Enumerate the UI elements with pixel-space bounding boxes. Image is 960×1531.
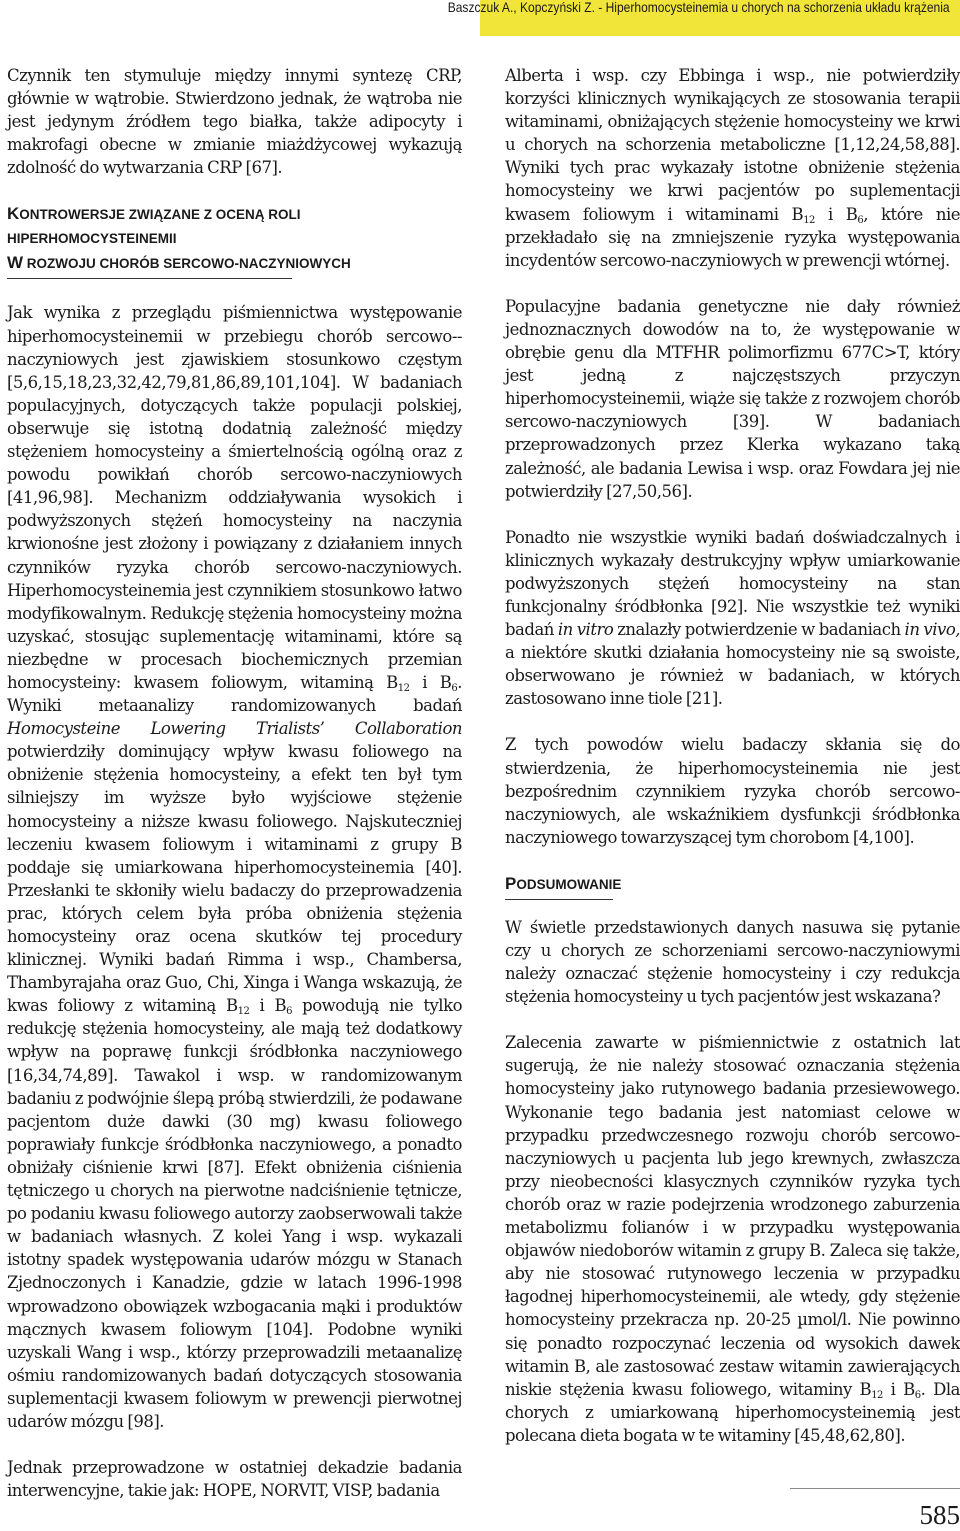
text-run: Jednak przeprowadzone w ostatniej dekadzie badania interwencyjne, takie jak: HOPE, NORVIT, VISP, badania <box>7 1458 462 1500</box>
heading-initial-letter: P <box>505 874 516 893</box>
right-column <box>505 64 960 1447</box>
summary-heading-text: PODSUMOWANIE <box>505 877 621 892</box>
text-run: powodują nie tylko redukcję stężenia homocysteiny, ale mają też dodatkowy wpływ na poprawę funkcji śródbłonka naczyniowego [16,34,74,89]. Tawakol i wsp. w randomizowanym badaniu z podwójnie ślepą próbą stwierdzili, że podawane pacjentom duże dawki (30 mg) kwasu foliowego poprawiały funkcje śródbłonka naczyniowego, a ponadto obniżały ciśnienie krwi [87]. Efekt obniżenia ciśnienia tętniczego u chorych na pierwotne nadciśnienie tętnicze, po podaniu kwasu foliowego autorzy zaobserwowali także w badaniach własnych. Z kolei Yang i wsp. wykazali istotny spadek występowania udarów mózgu w Stanach Zjednoczonych i Kanadzie, gdzie w latach 1996-1998 wprowadzono obowiązek wzbogacania mąki i produktów mącznych kwasem foliowym [104]. Podobne wyniki uzyskali Wang i wsp., którzy przeprowadzili metaanalizę ośmiu randomizowanych badań dotyczących stosowania suplementacji kwasem foliowym w prewencji pierwotnej udarów mózgu [98]. <box>7 996 462 1431</box>
subscript-12: 12 <box>238 1006 250 1017</box>
body-paragraph-last <box>7 1456 462 1502</box>
page-number-rule <box>790 1488 960 1489</box>
body-paragraph-main <box>7 301 462 1433</box>
subscript-12: 12 <box>398 683 410 694</box>
text-run: i B <box>410 673 452 692</box>
italic-in-vivo: in vivo, <box>905 620 960 639</box>
subscript-6: 6 <box>857 215 863 226</box>
heading-initial-letter: W <box>7 253 23 272</box>
text-run: . Wyniki metaanalizy randomizowanych badań <box>7 673 462 715</box>
intro-text: Czynnik ten stymuluje między innymi syntezę CRP, głównie w wątrobie. Stwierdzono jednak, że wątroba nie jest jedynym źródłem tego białka, także adipocyty i makrofagi obecne w zmianie miażdżycowej wykazują zdolność do wytwarzania CRP [67]. <box>7 66 462 177</box>
heading-line-2: W ROZWOJU CHORÓB SERCOWO-NACZYNIOWYCH <box>7 256 351 271</box>
italic-study-name: Homocysteine Lowering Trialists’ Collaboration <box>7 719 462 738</box>
text-run: Alberta i wsp. czy Ebbinga i wsp., nie potwierdziły korzyści klinicznych wynikających ze stosowania terapii witaminami, obniżających stężenie homocysteiny we krwi u chorych na schorzenia metaboliczne [1,12,24,58,88]. Wyniki tych prac wykazały istotne obniżenie stężenia homocysteiny we krwi pacjentów po suplementacji kwasem foliowym i witaminami B <box>505 66 960 224</box>
subscript-12: 12 <box>803 215 815 226</box>
subscript-6: 6 <box>286 1006 292 1017</box>
heading-underline <box>7 278 292 279</box>
body-paragraph-4 <box>505 733 960 848</box>
subscript-12: 12 <box>871 1390 883 1401</box>
body-paragraph-5 <box>505 916 960 1008</box>
subscript-6: 6 <box>451 683 457 694</box>
body-paragraph-3 <box>505 526 960 711</box>
text-run: Populacyjne badania genetyczne nie dały również jednoznacznych dowodów na to, że występowanie w obrębie genu dla MTFHR polimorfizmu 677C>T, który jest jedną z najczęstszych przyczyn hiperhomocysteinemii, wiąże się także z rozwojem chorób sercowo-naczyniowych [39]. W badaniach przeprowadzonych przez Klerka wykazano taką zależność, ale badania Lewisa i wsp. oraz Fowdara jej nie potwierdziły [27,50,56]. <box>505 297 960 501</box>
text-run: Jak wynika z przeglądu piśmiennictwa występowanie hiperhomocysteinemii w przebiegu chorób sercowo--naczyniowych jest zjawiskiem stosunkowo częstym [5,6,15,18,23,32,42,79,81,86,89,101,104]. W badaniach populacyjnych, dotyczących także populacji polskiej, obserwuje się istotną dodatnią zależność między stężeniem homocysteiny a śmiertelnością ogólną oraz z powodu powikłań chorób sercowo-naczyniowych [41,96,98]. Mechanizm oddziaływania wysokich i podwyższonych stężeń homocysteiny na naczynia krwionośne jest złożony i powiązany z działaniem innych czynników ryzyka chorób sercowo-naczyniowych. Hiperhomocysteinemia jest czynnikiem stosunkowo łatwo modyfikowalnym. Redukcję stężenia homocysteiny można uzyskać, stosując suplementację witaminami, które są niezbędne w procesach biochemicznych przemian homocysteiny: kwasem foliowym, witaminą B <box>7 303 462 692</box>
text-run: znalazły potwierdzenie w badaniach <box>613 620 904 639</box>
text-run: i B <box>815 205 857 224</box>
text-run: W świetle przedstawionych danych nasuwa się pytanie czy u chorych ze schorzeniami sercowo-naczyniowymi należy oznaczać stężenie homocysteiny i czy redukcja stężenia homocysteiny u tych pacjentów jest wskazana? <box>505 918 960 1006</box>
body-paragraph-2 <box>505 295 960 503</box>
left-column <box>7 64 462 1502</box>
page-number: 585 <box>920 1500 960 1531</box>
section-heading-controversies <box>7 202 462 283</box>
text-run: potwierdziły dominujący wpływ kwasu foliowego na obniżenie stężenia homocysteiny, a efekt ten był tym silniejszy im wyższe było wyjściowe stężenie homocysteiny a niższe kwasu foliowego. Najskuteczniej leczeniu kwasem foliowym i witaminami z grupy B poddaje się umiarkowana hiperhomocysteinemia [40]. Przesłanki te skłoniły wielu badaczy do przeprowadzenia prac, których celem była próba obniżenia stężenia homocysteiny oraz ocena skutków tej procedury klinicznej. Wyniki badań Rimma i wsp., Chambersa, Thambyrajaha oraz Guo, Chi, Xinga i Wanga wskazują, że kwas foliowy z witaminą B <box>7 742 462 1015</box>
subscript-6: 6 <box>915 1390 921 1401</box>
body-paragraph-1 <box>505 64 960 272</box>
italic-in-vitro: in vitro <box>558 620 613 639</box>
heading-underline <box>505 899 613 900</box>
heading-initial-letter: K <box>7 204 19 223</box>
running-header: Baszczuk A., Kopczyński Z. - Hiperhomocysteinemia u chorych na schorzenia układu krążenia <box>448 0 950 36</box>
text-run: i B <box>883 1380 915 1399</box>
text-run: Z tych powodów wielu badaczy skłania się do stwierdzenia, że hiperhomocysteinemia nie jest bezpośrednim czynnikiem ryzyka chorób sercowo-naczyniowych, ale wskaźnikiem dysfunkcji śródbłonka naczyniowego towarzyszącej tym chorobom [4,100]. <box>505 735 960 846</box>
text-run: Ponadto nie wszystkie wyniki badań doświadczalnych i klinicznych wykazały destrukcyjny wpływ umiarkowanie podwyższonych stężeń homocysteiny na stan funkcjonalny śródbłonka [92]. Nie wszystkie też wyniki badań <box>505 528 960 639</box>
text-run: Zalecenia zawarte w piśmiennictwie z ostatnich lat sugerują, że nie należy stosować oznaczania stężenia homocysteiny jako rutynowego badania przesiewowego. Wykonanie tego badania jest natomiast celowe w przypadku przedwczesnego rozwoju chorób sercowo-naczyniowych u pacjenta lub jego krewnych, zwłaszcza przy nieobecności klasycznych czynników ryzyka tych chorób oraz w razie podejrzenia wrodzonego zaburzenia metabolizmu folianów i w przypadku występowania objawów niedoborów witamin z grupy B. Zaleca się także, aby nie stosować rutynowego leczenia w przypadku łagodnej hiperhomocysteinemii, ale wtedy, gdy stężenie homocysteiny przekracza np. 20-25 µmol/l. Nie powinno się ponadto rozpoczynać leczenia od wysokich dawek witamin B, ale zastosować zestaw witamin zawierających niskie stężenia kwasu foliowego, witaminy B <box>505 1033 960 1398</box>
text-run: i B <box>249 996 286 1015</box>
heading-line-1: KONTROWERSJE ZWIĄZANE Z OCENĄ ROLI HIPERHOMOCYSTEINEMII <box>7 207 301 246</box>
section-heading-summary <box>505 872 960 904</box>
text-run: . Dla chorych z umiarkowaną hiperhomocysteinemią jest polecana dieta bogata w te witaminy [45,48,62,80]. <box>505 1380 960 1445</box>
text-run: a niektóre skutki działania homocysteiny nie są swoiste, obserwowano je również w badaniach, w których zastosowano inne tiole [21]. <box>505 643 960 708</box>
text-run: , które nie przekładało się na zmniejszenie ryzyka występowania incydentów sercowo-naczyniowych w prewencji wtórnej. <box>505 205 960 270</box>
intro-paragraph <box>7 64 462 179</box>
body-paragraph-6 <box>505 1031 960 1447</box>
running-header-bar <box>480 0 960 36</box>
